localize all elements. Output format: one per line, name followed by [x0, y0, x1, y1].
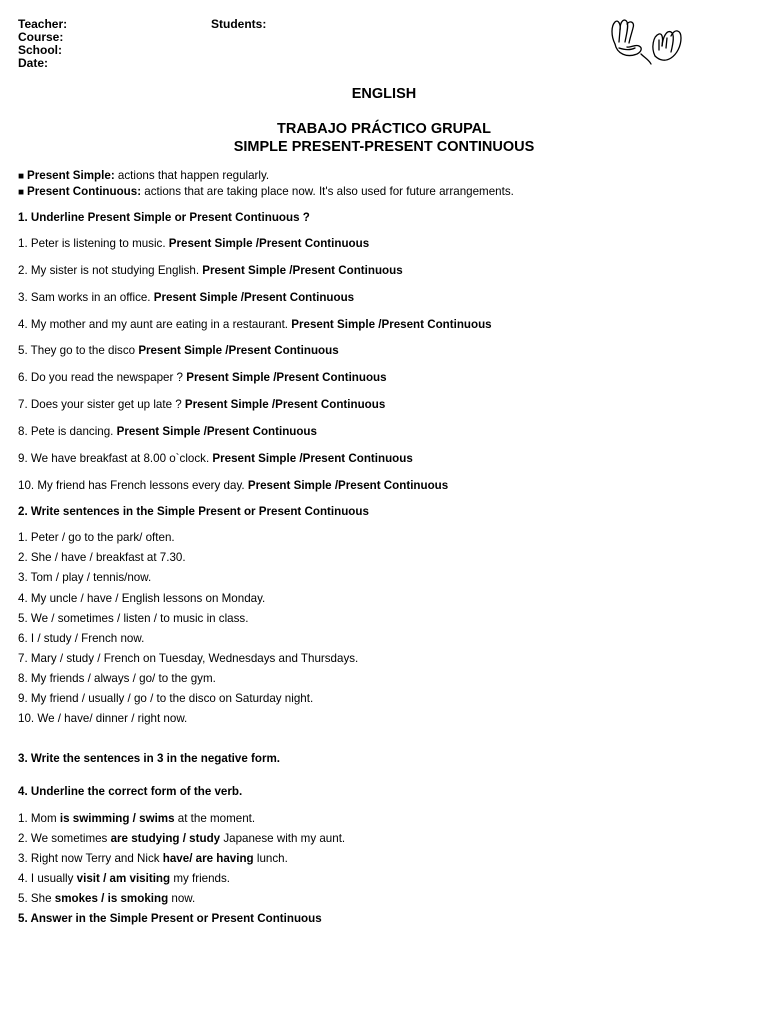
- section-4-title: 4. Underline the correct form of the verb.: [18, 785, 243, 798]
- list-item: [18, 398, 385, 411]
- list-item: [18, 452, 413, 465]
- list-item: [18, 852, 288, 865]
- sentence: 2. My sister is not studying English.: [18, 264, 203, 277]
- list-item: 7. Mary / study / French on Tuesday, Wednesdays and Thursdays.: [18, 652, 359, 665]
- answer-options: Present Simple /Present Continuous: [247, 479, 449, 492]
- teacher-label: Teacher:: [18, 17, 68, 31]
- sentence: 3. Sam works in an office.: [18, 291, 154, 304]
- verb-options: smokes / is smoking: [54, 892, 169, 905]
- answer-options: Present Simple /Present Continuous: [138, 344, 339, 357]
- verb-options: have/ are having: [162, 852, 254, 865]
- date-label: Date:: [18, 56, 49, 70]
- verb-options: are studying / study: [110, 832, 221, 845]
- definition-text: actions that are taking place now. It's also used for future arrangements.: [141, 185, 514, 198]
- sentence: 6. Do you read the newspaper ?: [18, 371, 187, 384]
- answer-options: Present Simple /Present Continuous: [116, 425, 317, 438]
- list-item: [18, 264, 403, 277]
- list-item: [18, 237, 369, 250]
- sentence: 1. Peter is listening to music.: [18, 237, 169, 250]
- worksheet-title: TRABAJO PRÁCTICO GRUPAL: [276, 121, 491, 137]
- list-item: [18, 344, 339, 357]
- definition-text: actions that happen regularly.: [114, 169, 270, 182]
- list-item: [18, 812, 255, 825]
- school-label: School:: [18, 43, 62, 57]
- sentence: 9. We have breakfast at 8.00 o`clock.: [18, 452, 213, 465]
- subject-title: ENGLISH: [351, 86, 417, 102]
- list-item: [18, 318, 492, 331]
- sentence-start: 3. Right now Terry and Nick: [18, 852, 163, 865]
- answer-options: Present Simple /Present Continuous: [153, 291, 355, 304]
- sentence-start: 4. I usually: [18, 872, 77, 885]
- sentence-end: at the moment.: [174, 812, 256, 825]
- definition-present-continuous: [18, 185, 514, 198]
- answer-options: Present Simple /Present Continuous: [186, 371, 387, 384]
- sentence-start: 1. Mom: [18, 812, 60, 825]
- list-item: [18, 371, 387, 384]
- worksheet-subtitle: SIMPLE PRESENT-PRESENT CONTINUOUS: [233, 139, 535, 155]
- sentence-end: lunch.: [253, 852, 288, 865]
- answer-options: Present Simple /Present Continuous: [291, 318, 492, 331]
- list-item: 2. She / have / breakfast at 7.30.: [18, 551, 186, 564]
- sentence-end: my friends.: [170, 872, 231, 885]
- list-item: [18, 291, 354, 304]
- list-item: [18, 425, 317, 438]
- definition-present-simple: [18, 169, 269, 182]
- answer-options: Present Simple /Present Continuous: [184, 398, 386, 411]
- course-label: Course:: [18, 30, 64, 44]
- sentence-end: Japanese with my aunt.: [220, 832, 346, 845]
- answer-options: Present Simple /Present Continuous: [212, 452, 413, 465]
- list-item: 4. My uncle / have / English lessons on Monday.: [18, 592, 266, 605]
- sentence-end: now.: [168, 892, 196, 905]
- list-item: [18, 832, 345, 845]
- definition-term: Present Continuous:: [27, 185, 142, 198]
- list-item: [18, 892, 195, 905]
- bullet-square-icon: ■: [18, 171, 25, 182]
- sentence: 10. My friend has French lessons every day.: [18, 479, 248, 492]
- verb-options: is swimming / swims: [59, 812, 175, 825]
- hand-drawing-icon: [605, 14, 687, 70]
- list-item: [18, 479, 448, 492]
- sentence-start: 5. She: [18, 892, 55, 905]
- list-item: 1. Peter / go to the park/ often.: [18, 531, 175, 544]
- answer-options: Present Simple /Present Continuous: [202, 264, 403, 277]
- section-5-title: 5. Answer in the Simple Present or Present Continuous: [18, 912, 322, 925]
- section-1-title: 1. Underline Present Simple or Present Continuous ?: [18, 211, 310, 224]
- list-item: 9. My friend / usually / go / to the disco on Saturday night.: [18, 692, 314, 705]
- list-item: 5. We / sometimes / listen / to music in class.: [18, 612, 249, 625]
- list-item: 10. We / have/ dinner / right now.: [18, 712, 188, 725]
- section-2-title: 2. Write sentences in the Simple Present or Present Continuous: [18, 505, 369, 518]
- sentence: 8. Pete is dancing.: [18, 425, 117, 438]
- list-item: 3. Tom / play / tennis/now.: [18, 571, 152, 584]
- list-item: [18, 872, 230, 885]
- bullet-square-icon: ■: [18, 187, 25, 198]
- students-label: Students:: [211, 17, 267, 31]
- definition-term: Present Simple:: [27, 169, 115, 182]
- sentence: 7. Does your sister get up late ?: [18, 398, 185, 411]
- verb-options: visit / am visiting: [76, 872, 171, 885]
- answer-options: Present Simple /Present Continuous: [168, 237, 370, 250]
- sentence: 5. They go to the disco: [18, 344, 139, 357]
- list-item: 8. My friends / always / go/ to the gym.: [18, 672, 216, 685]
- sentence-start: 2. We sometimes: [18, 832, 111, 845]
- sentence: 4. My mother and my aunt are eating in a restaurant.: [18, 318, 292, 331]
- section-3-title: 3. Write the sentences in 3 in the negative form.: [18, 752, 281, 765]
- list-item: 6. I / study / French now.: [18, 632, 145, 645]
